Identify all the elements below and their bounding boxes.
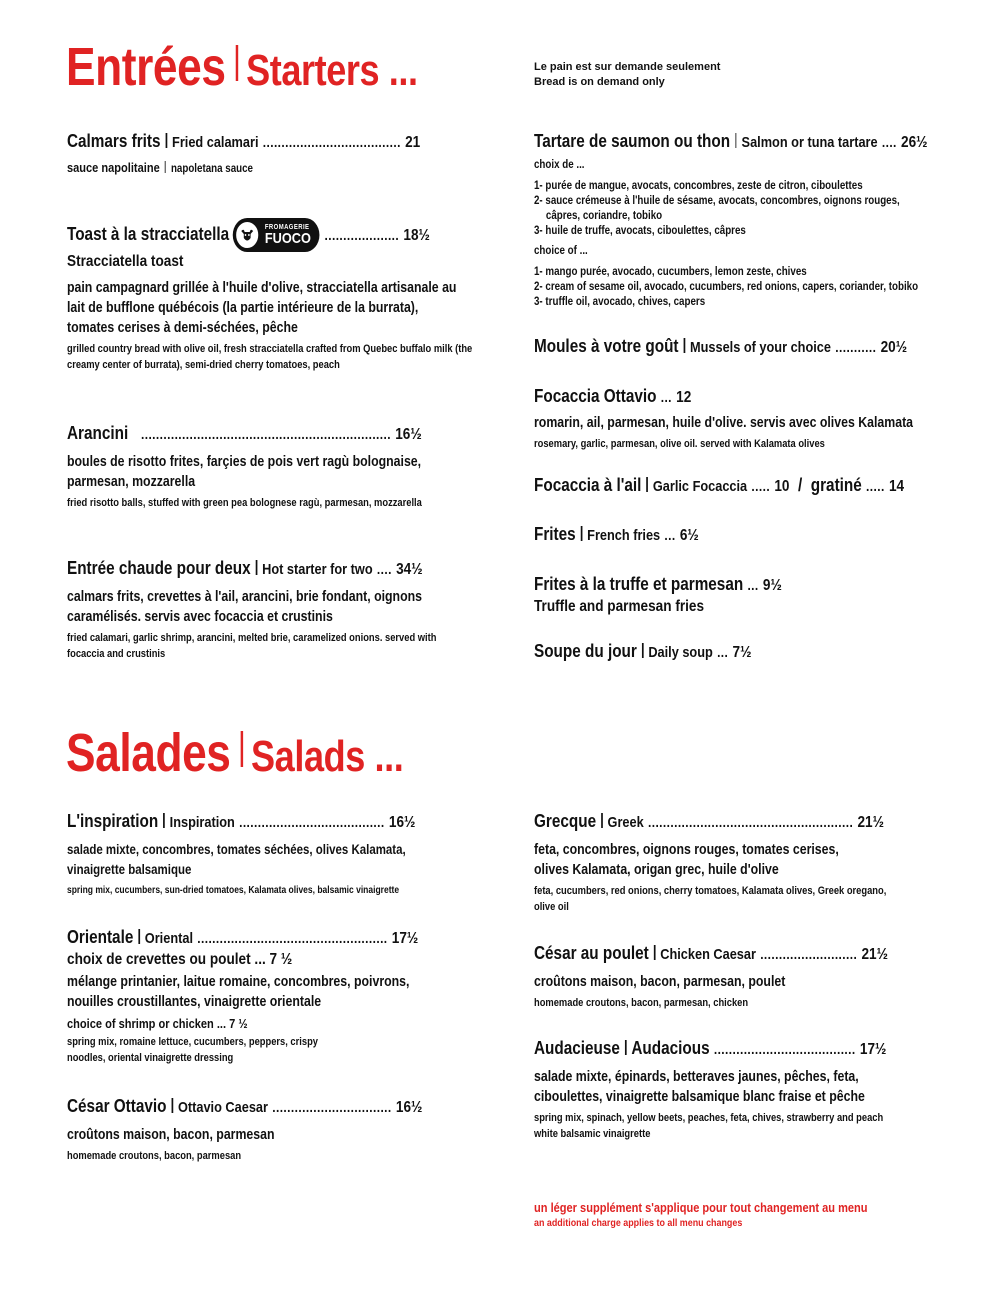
divider [625,1040,626,1055]
dot-leader: ... [664,527,676,543]
menu-item-oriental [67,926,487,1066]
item-name-fr: Moules à votre goût [534,336,679,356]
item-subtitle: choix de crevettes ou poulet ... 7 ½ [67,951,293,968]
item-price: 6½ [679,527,699,544]
choice-option: 1- mango purée, avocado, cucumbers, lemon zeste, chives [534,266,807,278]
item-price: 21½ [861,946,888,963]
dot-leader: ................................................................... [140,426,391,442]
item-price: 10 [774,478,790,495]
menu-item-focaccia-ottavio [534,385,954,452]
salads-section-title [66,722,403,784]
dot-leader: ..... [866,478,885,494]
dot-leader: ................................ [272,1099,392,1115]
menu-item-chicken-caesar [534,942,954,1011]
item-heading [67,810,424,834]
item-sauce [67,160,424,177]
menu-item-inspiration [67,810,487,899]
bread-note-english: Bread is on demand only [534,76,665,88]
divider [165,161,166,173]
logo-line1: FROMAGERIE [264,224,310,231]
menu-item-truffle-fries [534,573,954,617]
title-english: Salads ... [251,732,404,781]
item-name-en: Greek [607,814,644,831]
buffalo-icon [234,220,260,250]
choice-option: 2- cream of sesame oil, avocado, cucumbers, red onions, capers, coriander, tobiko [534,281,919,293]
item-heading [534,335,908,359]
choice-heading-fr: choix de ... [534,159,585,171]
bread-note-french: Le pain est sur demande seulement [534,61,721,73]
item-desc-en: fried risotto balls, stuffed with green pea bolognese ragù, parmesan, mozzarella [67,497,422,509]
title-english: Starters ... [246,46,418,95]
logo-line2: FUOCO [264,230,311,247]
item-desc-fr: romarin, ail, parmesan, huile d'olive. servis avec olives Kalamata [534,415,914,431]
item-name-fr: César au poulet [534,943,649,963]
choice-list-en [534,265,919,310]
menu-item-arancini [67,422,487,511]
choice-note-en: choice of shrimp or chicken ... 7 ½ [67,1016,248,1031]
item-name-fr: Focaccia Ottavio [534,386,657,406]
dot-leader: ....................................... [239,814,385,830]
item-desc-en: napoletana sauce [170,163,253,175]
divider [256,560,257,575]
item-desc-fr: salade mixte, concombres, tomates séchées, olives Kalamata, vinaigrette balsamique [67,842,406,877]
item-price: 26½ [901,134,928,151]
divider [163,813,164,828]
item-heading [67,557,424,581]
item-price: 16½ [388,814,416,831]
menu-change-note-fr: un léger supplément s'applique pour tout changement au menu [534,1200,868,1215]
dot-leader: .................... [324,226,400,243]
item-price: 7½ [732,644,752,661]
item-name-fr: Calmars frits [67,131,161,151]
item-name-fr: Arancini [67,423,129,443]
dot-leader: ..................................... [262,134,401,150]
item-desc-fr: boules de risotto frites, farçies de pois vert ragù bolognaise, parmesan, mozzarella [67,454,422,490]
item-price: 17½ [859,1041,887,1058]
item-price: 34½ [396,561,423,578]
menu-item-daily-soup [534,640,954,664]
menu-item-hot-starter [67,557,487,662]
dot-leader: .... [376,561,392,577]
dot-leader: ...................................... [713,1041,856,1057]
item-heading [534,1037,891,1061]
item-desc-fr: sauce napolitaine [67,160,160,175]
item-heading [534,942,891,966]
item-name-fr: Entrée chaude pour deux [67,558,251,578]
item-name-en: Fried calamari [172,134,259,151]
dot-leader: ........... [835,339,877,355]
dot-leader: ... [717,644,729,660]
item-name-fr: Soupe du jour [534,641,637,661]
item-extra-option: gratiné [810,475,862,495]
item-extra-price: 14 [888,478,905,495]
menu-item-tartare [534,130,954,310]
item-heading [67,422,424,446]
item-heading [67,218,430,252]
item-name-en: Mussels of your choice [689,339,831,356]
menu-item-french-fries [534,523,954,547]
item-desc-en: fried calamari, garlic shrimp, arancini, melted brie, caramelized onions. served with focaccia and crustinis [67,632,437,660]
item-desc-fr: salade mixte, épinards, betteraves jaunes, pêches, feta, ciboulettes, vinaigrette balsamique blanc fraise et pêche [534,1069,865,1105]
item-price: 12 [676,389,692,406]
item-price: 18½ [403,226,430,244]
starters-section-title [66,36,418,98]
choice-option: 3- huile de truffe, avocats, ciboulettes, câpres [534,225,746,237]
item-price: 16½ [395,426,422,443]
price-separator: / [797,475,803,495]
item-name-en: French fries [587,527,661,544]
item-name-en: Audacious [631,1038,710,1058]
choice-option: 3- truffle oil, avocado, chives, capers [534,296,706,308]
item-heading [534,640,891,664]
title-french: Entrées [66,37,226,97]
dot-leader: .......................... [760,946,858,962]
item-name-en: Hot starter for two [262,561,373,578]
menu-item-greek [534,810,954,915]
item-name-fr: César Ottavio [67,1096,167,1116]
item-name-fr: Toast à la stracciatella [67,223,230,244]
item-name-en: Inspiration [169,814,235,831]
divider [654,945,655,960]
menu-item-calmars-frits [67,130,487,177]
title-french: Salades [66,723,231,783]
dot-leader: ... [660,389,672,405]
menu-item-stracciatella-toast [67,218,487,373]
title-divider [240,731,242,767]
divider [735,133,736,148]
divider [138,929,139,944]
item-desc-fr: calmars frits, crevettes à l'ail, arancini, brie fondant, oignons caramélisés. servis avec focaccia et crustinis [67,589,422,625]
menu-item-audacious [534,1037,954,1142]
item-name-fr: Audacieuse [534,1038,620,1058]
item-heading [534,385,891,409]
item-price: 20½ [880,339,908,356]
item-name-fr: Grecque [534,811,597,831]
choice-option: 1- purée de mangue, avocats, concombres, zeste de citron, ciboulettes [534,180,863,192]
item-desc-fr: croûtons maison, bacon, parmesan, poulet [534,974,786,990]
item-desc-en: rosemary, garlic, parmesan, olive oil. served with Kalamata olives [534,438,825,450]
item-name-en: Chicken Caesar [660,946,756,963]
item-desc-en: spring mix, spinach, yellow beets, peaches, feta, chives, strawberry and peach white balsamic vinaigrette [534,1112,884,1140]
item-desc-fr: feta, concombres, oignons rouges, tomates cerises, olives Kalamata, origan grec, huile d'olive [534,842,839,878]
item-heading [534,130,928,154]
item-name-en: Salmon or tuna tartare [741,134,878,151]
divider [601,813,602,828]
dot-leader: ....................................................... [647,814,854,830]
fromagerie-fuoco-logo [233,218,320,252]
divider [642,643,643,658]
item-desc-en: spring mix, cucumbers, sun-dried tomatoes, Kalamata olives, balsamic vinaigrette [67,885,400,896]
item-name-fr: Focaccia à l'ail [534,475,642,495]
item-heading [67,926,424,950]
item-name-fr: Tartare de saumon ou thon [534,131,731,151]
item-name-en: Garlic Focaccia [652,478,748,495]
choice-heading-en: choice of ... [534,245,588,257]
item-name-fr: L'inspiration [67,811,159,831]
dot-leader: ... [747,577,759,593]
item-heading [534,573,891,597]
item-name-fr: Frites à la truffe et parmesan [534,574,744,594]
dot-leader: ................................................... [197,930,388,946]
item-subtitle: Truffle and parmesan fries [534,598,705,615]
item-heading [67,130,424,154]
item-desc-en: homemade croutons, bacon, parmesan [67,1150,242,1162]
item-price: 17½ [391,930,419,947]
title-divider [235,45,237,81]
item-desc-en: feta, cucumbers, red onions, cherry tomatoes, Kalamata olives, Greek oregano, olive oil [534,885,887,913]
dot-leader: .... [881,134,897,150]
menu-item-ottavio-caesar [67,1095,487,1164]
choice-option: 2- sauce crémeuse à l'huile de sésame, avocats, concombres, oignons rouges, [534,195,900,207]
item-desc-fr: croûtons maison, bacon, parmesan [67,1127,275,1143]
item-desc-fr: pain campagnard grillée à l'huile d'olive, stracciatella artisanale au lait de bufflone québécois (la partie intérieure de la burrata), tomates cerises à demi-séchées, pêche [67,280,457,336]
item-heading [534,810,891,834]
divider [647,477,648,492]
divider [581,526,582,541]
item-name-en: Daily soup [648,644,713,661]
item-price: 21½ [857,814,884,831]
item-price: 21 [405,134,421,151]
divider [172,1098,173,1113]
item-name-en: Oriental [144,930,193,947]
item-desc-fr: mélange printanier, laitue romaine, concombres, poivrons, nouilles croustillantes, vinaigrette orientale [67,974,410,1010]
divider [684,338,685,353]
item-price: 9½ [762,577,782,594]
item-price: 16½ [395,1099,423,1116]
item-desc-en: spring mix, romaine lettuce, cucumbers, peppers, crispy noodles, oriental vinaigrette dressing [67,1036,318,1064]
menu-change-note-en: an additional charge applies to all menu changes [534,1217,743,1229]
item-desc-en: grilled country bread with olive oil, fresh stracciatella crafted from Quebec buffalo milk (the creamy center of burrata), semi-dried cherry tomatoes, peach [67,343,473,371]
item-name-en: Ottavio Caesar [177,1099,268,1116]
menu-change-note [534,1200,926,1229]
item-name-fr: Frites [534,524,576,544]
item-heading [67,1095,424,1119]
choice-option-continued: câpres, coriandre, tobiko [545,210,663,222]
item-name-fr: Orientale [67,927,134,947]
bread-note [534,60,720,90]
choice-list-fr [534,179,900,239]
item-subtitle: Stracciatella toast [67,253,184,270]
item-desc-en: homemade croutons, bacon, parmesan, chicken [534,997,749,1009]
item-heading [534,474,905,498]
divider [166,133,167,148]
item-heading [534,523,891,547]
dot-leader: ..... [751,478,771,494]
menu-item-mussels [534,335,954,359]
menu-item-garlic-focaccia [534,474,954,498]
